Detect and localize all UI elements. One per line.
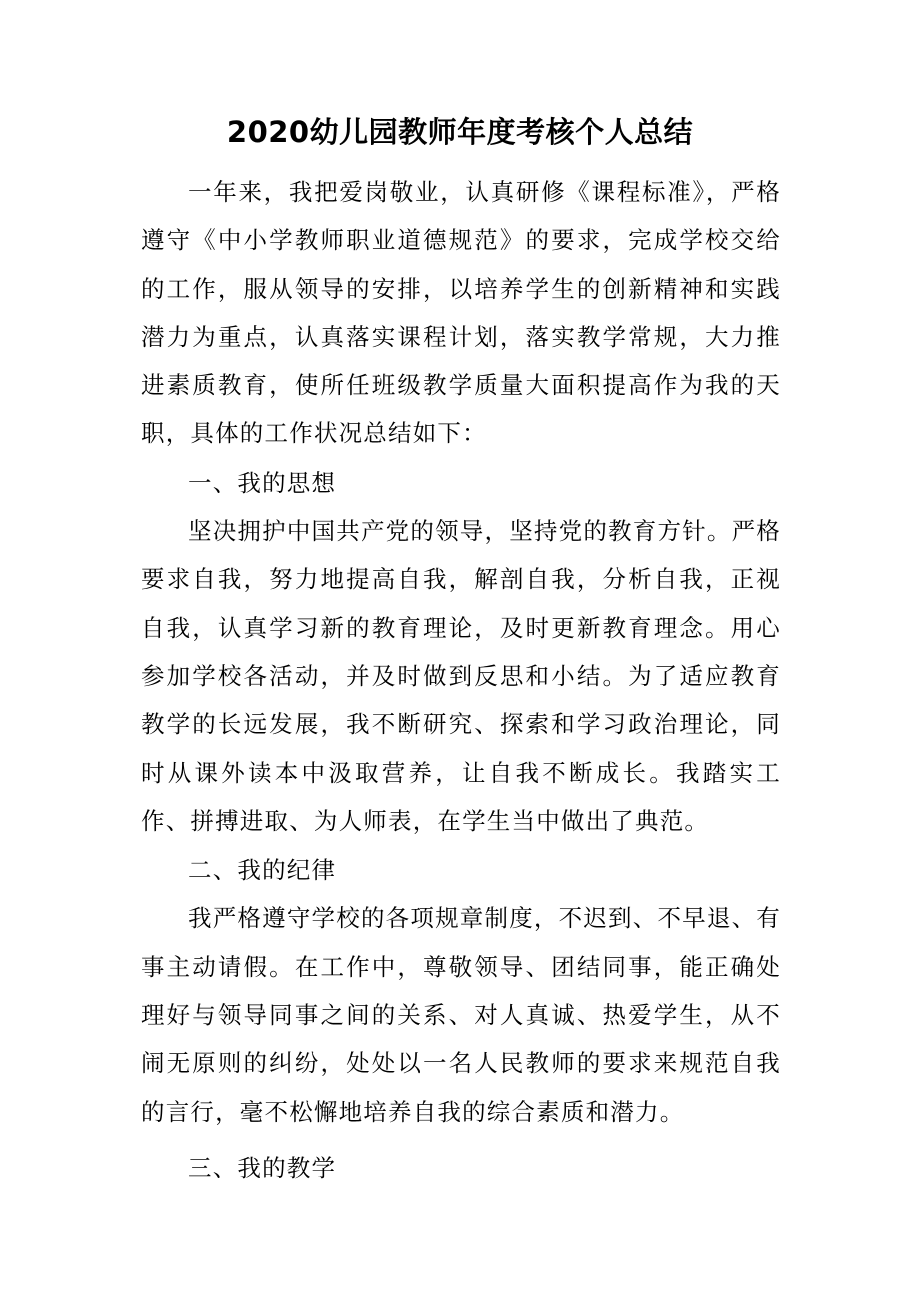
discipline-paragraph: 我严格遵守学校的各项规章制度，不迟到、不早退、有事主动请假。在工作中，尊敬领导、团结同事，能正确处理好与领导同事之间的关系、对人真诚、热爱学生，从不闹无原则的纠纷，处处以一名人民教师的要求来规范自我的言行，毫不松懈地培养自我的综合素质和潜力。	[141, 904, 781, 1126]
section-heading-teaching: 三、我的教学	[188, 1153, 337, 1182]
thought-paragraph: 坚决拥护中国共产党的领导，坚持党的教育方针。严格要求自我，努力地提高自我，解剖自我，分析自我，正视自我，认真学习新的教育理论，及时更新教育理念。用心参加学校各活动，并及时做到反思和小结。为了适应教育教学的长远发展，我不断研究、探索和学习政治理论，同时从课外读本中汲取营养，让自我不断成长。我踏实工作、拼搏进取、为人师表，在学生当中做出了典范。	[141, 517, 781, 835]
intro-paragraph: 一年来，我把爱岗敬业，认真研修《课程标准》，严格遵守《中小学教师职业道德规范》的要求，完成学校交给的工作，服从领导的安排，以培养学生的创新精神和实践潜力为重点，认真落实课程计划，落实教学常规，大力推进素质教育，使所任班级教学质量大面积提高作为我的天职，具体的工作状况总结如下：	[141, 178, 781, 448]
section-heading-discipline: 二、我的纪律	[188, 856, 337, 885]
document-title: 2020幼儿园教师年度考核个人总结	[226, 115, 694, 149]
section-heading-thought: 一、我的思想	[188, 468, 337, 497]
document-body	[141, 168, 781, 1192]
